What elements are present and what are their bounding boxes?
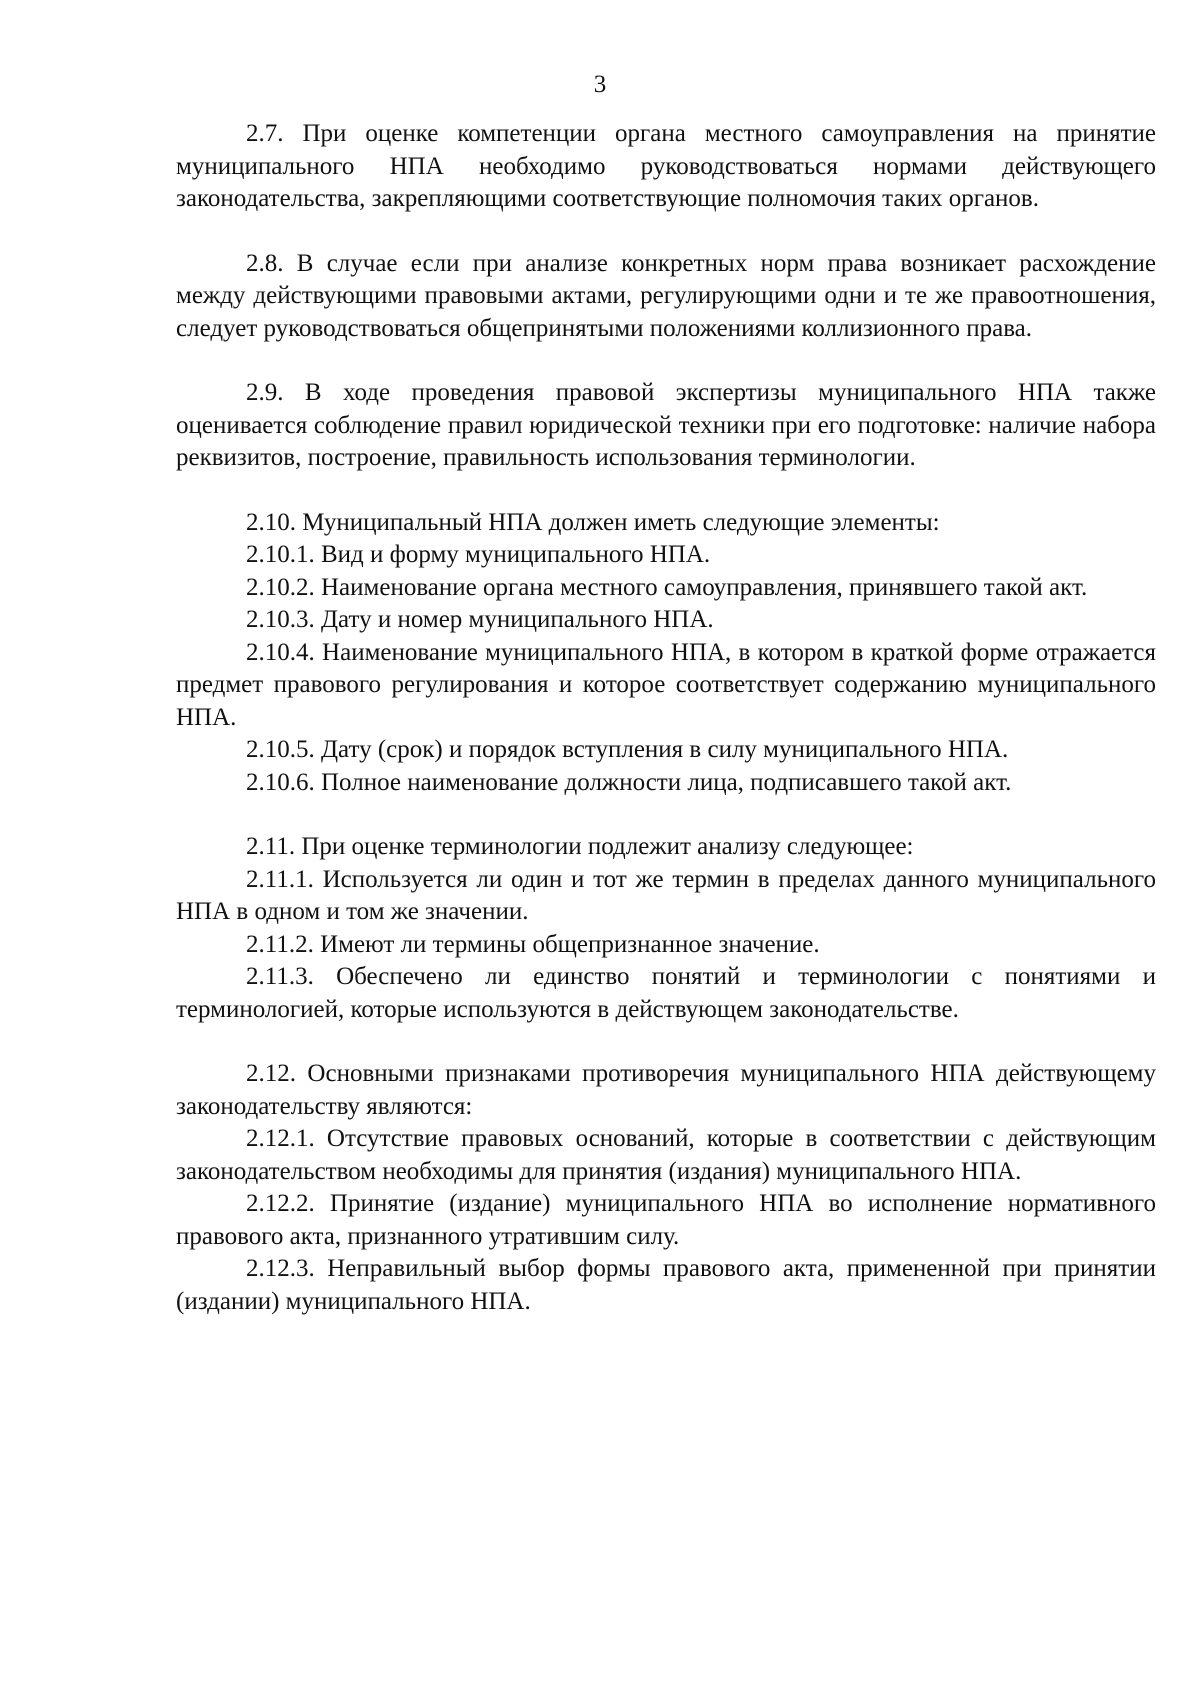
paragraph-2-11-2: 2.11.2. Имеют ли термины общепризнанное значение. — [246, 930, 820, 958]
paragraph-2-10-1: 2.10.1. Вид и форму муниципального НПА. — [246, 541, 711, 568]
paragraph-2-11: 2.11. При оценке терминологии подлежит анализу следующее: — [246, 833, 914, 860]
page-number: 3 — [593, 71, 607, 98]
paragraph-2-10-5: 2.10.5. Дату (срок) и порядок вступления в силу муниципального НПА. — [246, 736, 1009, 763]
paragraph-2-11-1: 2.11.1. Используется ли один и тот же термин в пределах данного муниципального НПА в одном и том же значении. — [176, 865, 1156, 925]
paragraph-2-10-2: 2.10.2. Наименование органа местного самоуправления, принявшего такой акт. — [246, 573, 1088, 601]
paragraph-2-10-6: 2.10.6. Полное наименование должности лица, подписавшего такой акт. — [246, 768, 1012, 796]
paragraph-2-12-3: 2.12.3. Неправильный выбор формы правового акта, примененной при принятии (издании) муниципального НПА. — [176, 1255, 1156, 1315]
paragraph-2-8: 2.8. В случае если при анализе конкретных норм права возникает расхождение между действующими правовыми актами, регулирующими одни и те же правоотношения, следует руководствоваться общепринятыми положениями коллизионного права. — [176, 249, 1156, 342]
paragraph-2-12-2: 2.12.2. Принятие (издание) муниципального НПА во исполнение нормативного правового акта, признанного утратившим силу. — [176, 1190, 1156, 1250]
paragraph-2-11-3: 2.11.3. Обеспечено ли единство понятий и терминологии с понятиями и терминологией, которые используются в действующем законодательстве. — [176, 963, 1156, 1023]
paragraph-2-7: 2.7. При оценке компетенции органа местного самоуправления на принятие муниципального НПА необходимо руководствоваться нормами действующего законодательства, закрепляющими соответствующие полномочия таких органов. — [176, 120, 1156, 212]
paragraph-2-12-1: 2.12.1. Отсутствие правовых оснований, которые в соответствии с действующим законодательством необходимы для принятия (издания) муниципального НПА. — [176, 1125, 1156, 1185]
paragraph-2-10: 2.10. Муниципальный НПА должен иметь следующие элементы: — [246, 508, 940, 536]
document-body — [176, 118, 1156, 1318]
paragraph-2-10-3: 2.10.3. Дату и номер муниципального НПА. — [246, 606, 714, 633]
paragraph-2-12: 2.12. Основными признаками противоречия муниципального НПА действующему законодательству являются: — [176, 1060, 1156, 1120]
paragraph-2-10-4: 2.10.4. Наименование муниципального НПА, в котором в краткой форме отражается предмет правового регулирования и которое соответствует содержанию муниципального НПА. — [176, 638, 1156, 731]
paragraph-2-9: 2.9. В ходе проведения правовой экспертизы муниципального НПА также оценивается соблюдение правил юридической техники при его подготовке: наличие набора реквизитов, построение, правильность использования терминологии. — [176, 379, 1156, 471]
